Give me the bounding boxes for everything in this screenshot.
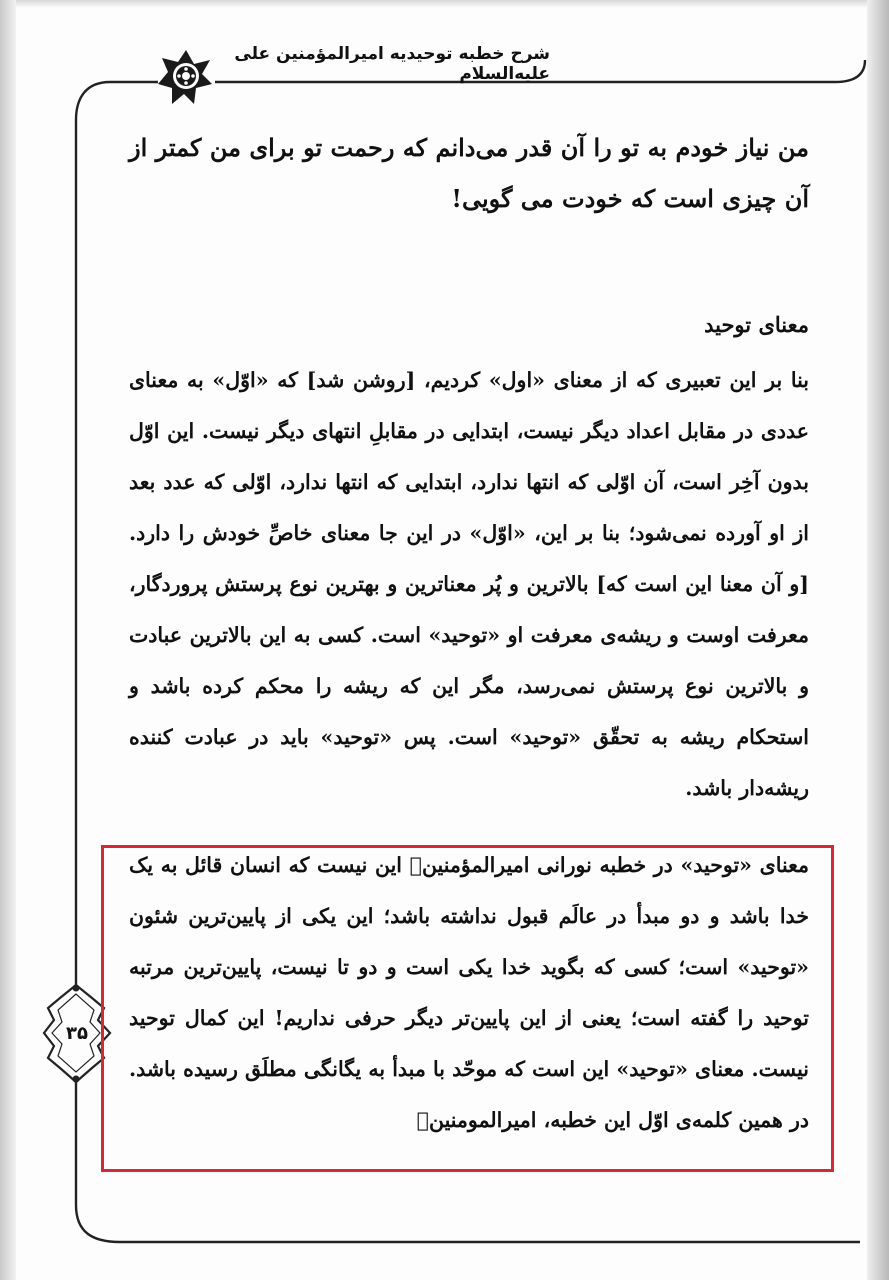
section-heading: معنای توحید — [704, 312, 809, 337]
intro-paragraph: من نیاز خودم به تو را آن قدر می‌دانم که رحمت تو برای من کمتر از آن چیزی است که خودت می گویی! — [129, 133, 810, 213]
page-number: ۳۵ — [66, 1022, 88, 1044]
highlight-box — [101, 845, 834, 1172]
body-paragraph-2: معنای «توحید» در خطبه نورانی امیرالمؤمنین﷣ این نیست که انسان قائل به یک خدا باشد و دو مبدأ در عالَم قبول نداشته باشد؛ این یکی از پایین‌ترین شئون «توحید» است؛ کسی که بگوید خدا یکی است و دو تا نیست، پایین‌ترین مرتبه توحید را گفته است؛ یعنی از این پایین‌تر دیگر حرفی نداریم! این کمال توحید نیست. معنای «توحید» این است که موحّد با مبدأ به یگانگی مطلَق رسیده باشد. در همین کلمه‌ی اوّل این خطبه، امیرالمومنین﷣ — [128, 853, 809, 1132]
star-ornament-icon — [158, 50, 212, 104]
body-paragraph-1: بنا بر این تعبیری که از معنای «اول» کردیم، [روشن شد] که «اوّل» به معنای عددی در مقابل اعداد دیگر نیست، ابتدایی در مقابلِ انتهای دیگر نیست. این اوّل بدون آخِر است، آن اوّلی که انتها ندارد، ابتدایی که انتها ندارد، اوّلی که عدد بعد از او آورده نمی‌شود؛ بنا بر این، «اوّل» در این جا معنای خاصِّ خودش را دارد. [و آن معنا این است که] بالاترین و پُر معناترین و بهترین نوع پرستش پروردگار، معرفت اوست و ریشه‌ی معرفت او «توحید» است. کسی به این بالاترین عبادت و بالاترین نوع پرستش نمی‌رسد، مگر این که ریشه را محکم کرده باشد و استحکام ریشه به تحقّق «توحید» است. پس «توحید» باید در عبادت کننده ریشه‌دار باشد. — [129, 368, 809, 800]
running-header-title: شرح خطبه توحیدیه امیرالمؤمنین علی علیه‌السلام — [234, 44, 550, 84]
